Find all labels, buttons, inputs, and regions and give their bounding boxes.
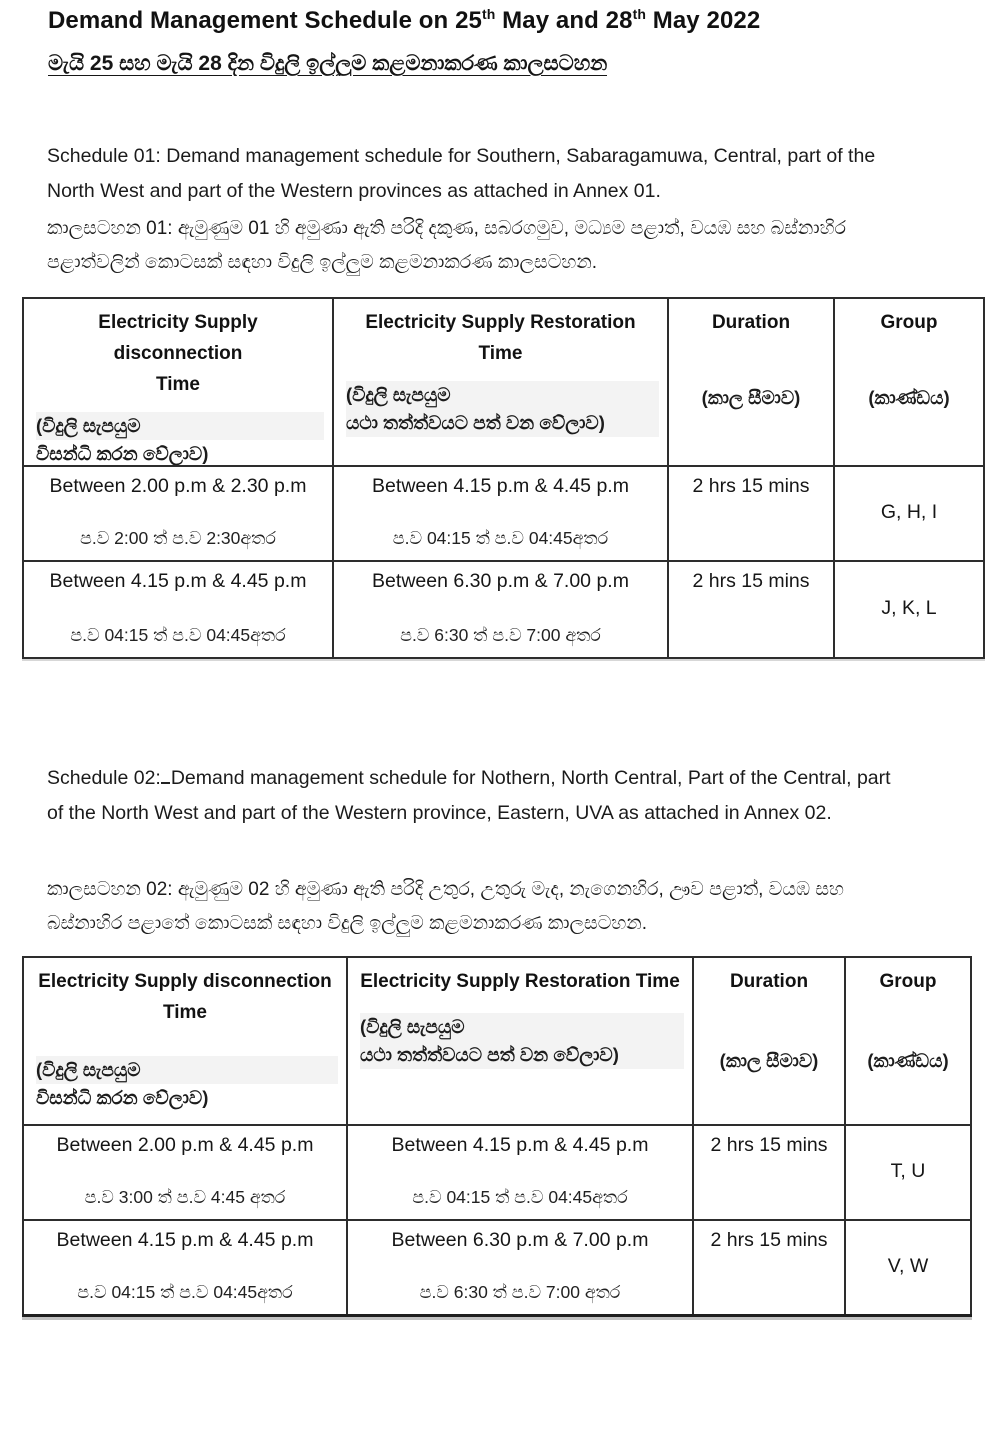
- disconnection-time-si: ප.ව 2:00 ත් ප.ව 2:30අතර: [80, 528, 276, 548]
- schedule-01-row-1: [23, 466, 984, 561]
- header-restoration-line1: Electricity Supply Restoration Time: [360, 971, 680, 992]
- header-disconnection-line2: Time: [155, 374, 200, 395]
- header-disconnection-sinhala-line1: (විදුලි සැපයුම: [36, 412, 324, 440]
- cell-group: [845, 1220, 971, 1316]
- header-duration-sinhala: (කාල සීමාව): [719, 1050, 819, 1071]
- schedule-02-text: Demand management schedule for Nothern, North Central, Part of the Central, part of the North West and part of the Western province, Eastern, UVA as attached in Annex 02.: [47, 767, 891, 824]
- duration-value: 2 hrs 15 mins: [710, 1229, 828, 1251]
- cell-group: [834, 466, 984, 561]
- cell-restoration-time: [333, 466, 668, 561]
- cell-group: [834, 561, 984, 658]
- cell-duration: [668, 561, 834, 658]
- group-value: G, H, I: [880, 500, 938, 523]
- cell-duration: [693, 1220, 845, 1316]
- disconnection-time-en: Between 2.00 p.m & 4.45 p.m: [56, 1134, 314, 1156]
- cell-restoration-time: [333, 561, 668, 658]
- document-title: [48, 6, 760, 35]
- schedule-01-table: [22, 297, 985, 659]
- cell-duration: [668, 466, 834, 561]
- header-group-label: Group: [879, 971, 937, 992]
- title-superscript-th-2: th: [632, 6, 646, 22]
- schedule-02-header-row: [23, 957, 971, 1125]
- schedule-02-row-1: [23, 1125, 971, 1220]
- header-restoration-sinhala-line2: යථා තත්ත්වයට පත් වන වේලාව): [346, 409, 659, 437]
- header-cell-group: [845, 957, 971, 1125]
- cell-disconnection-time: [23, 1220, 347, 1316]
- header-duration-label: Duration: [711, 312, 791, 333]
- disconnection-time-en: Between 4.15 p.m & 4.45 p.m: [49, 570, 307, 592]
- title-text-1: Demand Management Schedule on 25: [48, 7, 482, 34]
- group-value: V, W: [887, 1254, 929, 1277]
- header-cell-disconnection-time: [23, 298, 333, 466]
- header-group-sinhala: (කාණ්ඩය): [868, 387, 950, 408]
- header-restoration-line2: Time: [478, 343, 523, 364]
- duration-value: 2 hrs 15 mins: [710, 1134, 828, 1156]
- header-cell-group: [834, 298, 984, 466]
- header-disconnection-sinhala-line2: විසන්ධි කරන වේලාව): [36, 443, 209, 464]
- cell-restoration-time: [347, 1220, 693, 1316]
- header-disconnection-line2: Time: [162, 1002, 207, 1023]
- document-subtitle-sinhala: මැයි 25 සහ මැයි 28 දින විදුලි ඉල්ලුම කළමනාකරණ කාලසටහන: [48, 52, 608, 75]
- disconnection-time-si: ප.ව 04:15 ත් ප.ව 04:45අතර: [70, 625, 286, 645]
- cell-duration: [693, 1125, 845, 1220]
- header-cell-duration: [668, 298, 834, 466]
- header-duration-label: Duration: [729, 971, 809, 992]
- disconnection-time-si: ප.ව 3:00 ත් ප.ව 4:45 අතර: [84, 1187, 286, 1207]
- underlined-space: [161, 767, 170, 784]
- cell-group: [845, 1125, 971, 1220]
- restoration-time-si: ප.ව 6:30 ත් ප.ව 7:00 අතර: [419, 1282, 621, 1302]
- schedule-01-row-2: [23, 561, 984, 658]
- title-text-3: May 2022: [645, 7, 761, 34]
- cell-disconnection-time: [23, 1125, 347, 1220]
- header-cell-restoration-time: [333, 298, 668, 466]
- header-restoration-line1: Electricity Supply Restoration: [365, 312, 636, 333]
- schedule-01-description-si: කාලසටහන 01: ඇමුණුම 01 හි අමුණා ඇති පරිදි දකුණ, සබරගමුව, මධ්‍යම පළාත්, වයඹ සහ බස්නාහිර පළාත්වලින් කොටසක් සඳහා විදුලි ඉල්ලුම කළමනාකරණ කාලසටහන.: [47, 218, 847, 273]
- restoration-time-en: Between 4.15 p.m & 4.45 p.m: [391, 1134, 649, 1156]
- header-disconnection-sinhala-line2: විසන්ධි කරන වේලාව): [36, 1087, 209, 1108]
- restoration-time-en: Between 4.15 p.m & 4.45 p.m: [372, 475, 629, 497]
- cell-restoration-time: [347, 1125, 693, 1220]
- header-disconnection-sinhala-line1: (විදුලි සැපයුම: [36, 1056, 338, 1084]
- duration-value: 2 hrs 15 mins: [692, 475, 810, 497]
- restoration-time-en: Between 6.30 p.m & 7.00 p.m: [372, 570, 629, 592]
- title-text-2: May and 28: [495, 7, 633, 34]
- disconnection-time-en: Between 2.00 p.m & 2.30 p.m: [49, 475, 307, 497]
- schedule-02-table: [22, 956, 972, 1317]
- title-superscript-th-1: th: [481, 6, 496, 22]
- header-duration-sinhala: (කාල සීමාව): [701, 387, 801, 408]
- header-disconnection-line1: Electricity Supply disconnection: [98, 312, 258, 364]
- group-value: J, K, L: [881, 596, 937, 619]
- header-cell-duration: [693, 957, 845, 1125]
- schedule-02-label: Schedule 02:: [47, 767, 161, 789]
- group-value: T, U: [890, 1159, 926, 1182]
- schedule-01-description-en: Schedule 01: Demand management schedule for Southern, Sabaragamuwa, Central, part of the North West and part of the Western provinces as attached in Annex 01.: [47, 145, 876, 202]
- restoration-time-si: ප.ව 04:15 ත් ප.ව 04:45අතර: [392, 528, 609, 548]
- schedule-02-row-2: [23, 1220, 971, 1316]
- schedule-01-header-row: [23, 298, 984, 466]
- disconnection-time-en: Between 4.15 p.m & 4.45 p.m: [56, 1229, 314, 1251]
- restoration-time-si: ප.ව 6:30 ත් ප.ව 7:00 අතර: [400, 625, 601, 645]
- disconnection-time-si: ප.ව 04:15 ත් ප.ව 04:45අතර: [77, 1282, 293, 1302]
- header-group-sinhala: (කාණ්ඩය): [867, 1050, 949, 1071]
- duration-value: 2 hrs 15 mins: [692, 570, 810, 592]
- header-restoration-sinhala-line2: යථා තත්ත්වයට පත් වන වේලාව): [360, 1041, 684, 1069]
- header-cell-restoration-time: [347, 957, 693, 1125]
- header-group-label: Group: [880, 312, 938, 333]
- schedule-02-description-en: [47, 761, 899, 831]
- schedule-02-description-si: කාලසටහන 02: ඇමුණුම 02 හි අමුණා ඇති පරිදි උතුර, උතුරු මැද, නැගෙනහිර, ඌව පළාත්, වයඹ සහ බස්නාහිර පළාතේ කොටසක් සඳහා විදුලි ඉල්ලුම කළමනාකරණ කාලසටහන.: [47, 879, 844, 934]
- restoration-time-en: Between 6.30 p.m & 7.00 p.m: [391, 1229, 649, 1251]
- cell-disconnection-time: [23, 466, 333, 561]
- header-disconnection-line1: Electricity Supply disconnection: [38, 971, 332, 992]
- cell-disconnection-time: [23, 561, 333, 658]
- header-restoration-sinhala-line1: (විදුලි සැපයුම: [346, 381, 659, 409]
- restoration-time-si: ප.ව 04:15 ත් ප.ව 04:45අතර: [412, 1187, 628, 1207]
- header-cell-disconnection-time: [23, 957, 347, 1125]
- header-restoration-sinhala-line1: (විදුලි සැපයුම: [360, 1013, 684, 1041]
